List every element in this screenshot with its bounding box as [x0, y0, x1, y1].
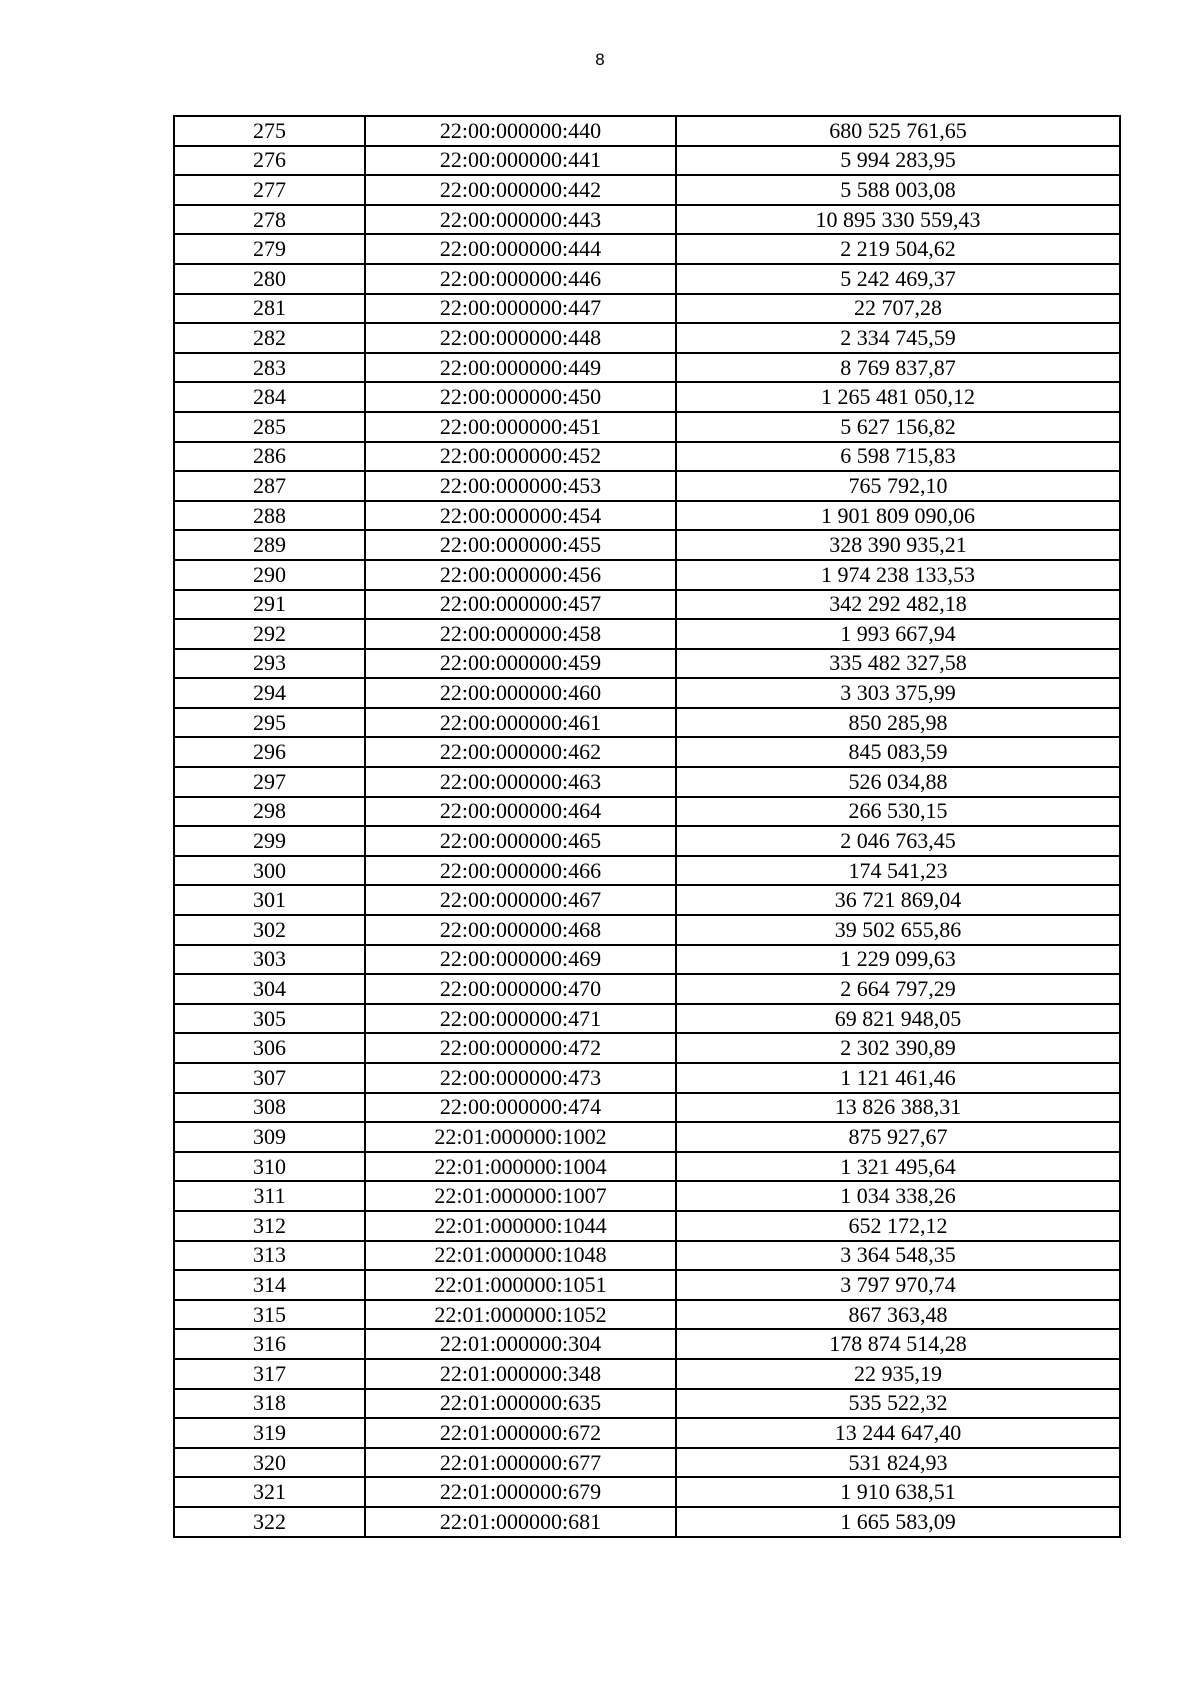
table-row [174, 116, 1120, 146]
cadastral-number-cell: 22:01:000000:1002 [365, 1122, 676, 1152]
cadastral-value-cell: 3 364 548,35 [676, 1241, 1120, 1271]
cadastral-number-cell: 22:01:000000:348 [365, 1359, 676, 1389]
cadastral-value-cell: 1 265 481 050,12 [676, 382, 1120, 412]
table-row [174, 412, 1120, 442]
cadastral-value-cell: 13 244 647,40 [676, 1418, 1120, 1448]
table-row [174, 915, 1120, 945]
cadastral-value-cell: 266 530,15 [676, 797, 1120, 827]
row-number-cell: 278 [174, 205, 365, 235]
cadastral-value-cell: 5 588 003,08 [676, 175, 1120, 205]
cadastral-number-cell: 22:01:000000:1007 [365, 1181, 676, 1211]
cadastral-number-cell: 22:00:000000:466 [365, 856, 676, 886]
cadastral-number-cell: 22:00:000000:453 [365, 471, 676, 501]
cadastral-value-cell: 1 665 583,09 [676, 1507, 1120, 1537]
cadastral-number-cell: 22:00:000000:440 [365, 116, 676, 146]
cadastral-value-cell: 2 664 797,29 [676, 974, 1120, 1004]
cadastral-number-cell: 22:00:000000:460 [365, 678, 676, 708]
cadastral-number-cell: 22:00:000000:472 [365, 1033, 676, 1063]
table-row [174, 974, 1120, 1004]
table-row [174, 1300, 1120, 1330]
table-row [174, 767, 1120, 797]
row-number-cell: 309 [174, 1122, 365, 1152]
cadastral-number-cell: 22:00:000000:462 [365, 737, 676, 767]
row-number-cell: 308 [174, 1093, 365, 1123]
cadastral-value-cell: 875 927,67 [676, 1122, 1120, 1152]
table-row [174, 826, 1120, 856]
cadastral-value-cell: 174 541,23 [676, 856, 1120, 886]
table-body [174, 116, 1120, 1537]
cadastral-value-cell: 8 769 837,87 [676, 353, 1120, 383]
table-row [174, 205, 1120, 235]
row-number-cell: 302 [174, 915, 365, 945]
cadastral-number-cell: 22:00:000000:441 [365, 146, 676, 176]
cadastral-number-cell: 22:00:000000:468 [365, 915, 676, 945]
table-row [174, 234, 1120, 264]
cadastral-number-cell: 22:00:000000:471 [365, 1004, 676, 1034]
row-number-cell: 320 [174, 1448, 365, 1478]
cadastral-number-cell: 22:01:000000:1004 [365, 1152, 676, 1182]
cadastral-value-cell: 1 321 495,64 [676, 1152, 1120, 1182]
table-row [174, 1359, 1120, 1389]
cadastral-number-cell: 22:00:000000:451 [365, 412, 676, 442]
cadastral-number-cell: 22:00:000000:459 [365, 649, 676, 679]
cadastral-value-cell: 5 627 156,82 [676, 412, 1120, 442]
table-row [174, 708, 1120, 738]
table-row [174, 471, 1120, 501]
cadastral-number-cell: 22:00:000000:449 [365, 353, 676, 383]
cadastral-number-cell: 22:00:000000:467 [365, 885, 676, 915]
table-row [174, 1448, 1120, 1478]
table-row [174, 294, 1120, 324]
table-row [174, 1033, 1120, 1063]
cadastral-number-cell: 22:01:000000:679 [365, 1477, 676, 1507]
row-number-cell: 319 [174, 1418, 365, 1448]
row-number-cell: 313 [174, 1241, 365, 1271]
row-number-cell: 298 [174, 797, 365, 827]
cadastral-number-cell: 22:00:000000:448 [365, 323, 676, 353]
row-number-cell: 297 [174, 767, 365, 797]
table-row [174, 1063, 1120, 1093]
cadastral-value-cell: 1 034 338,26 [676, 1181, 1120, 1211]
table-row [174, 1241, 1120, 1271]
cadastral-number-cell: 22:01:000000:1051 [365, 1270, 676, 1300]
cadastral-value-cell: 531 824,93 [676, 1448, 1120, 1478]
cadastral-number-cell: 22:00:000000:474 [365, 1093, 676, 1123]
cadastral-number-cell: 22:00:000000:443 [365, 205, 676, 235]
cadastral-value-table [173, 115, 1121, 1538]
table-row [174, 1093, 1120, 1123]
row-number-cell: 304 [174, 974, 365, 1004]
cadastral-value-cell: 335 482 327,58 [676, 649, 1120, 679]
table-row [174, 1418, 1120, 1448]
cadastral-value-cell: 680 525 761,65 [676, 116, 1120, 146]
row-number-cell: 315 [174, 1300, 365, 1330]
table-row [174, 382, 1120, 412]
page-number: 8 [595, 50, 605, 69]
table-row [174, 501, 1120, 531]
row-number-cell: 281 [174, 294, 365, 324]
row-number-cell: 318 [174, 1389, 365, 1419]
cadastral-number-cell: 22:00:000000:457 [365, 590, 676, 620]
cadastral-value-cell: 2 302 390,89 [676, 1033, 1120, 1063]
cadastral-number-cell: 22:00:000000:442 [365, 175, 676, 205]
cadastral-number-cell: 22:00:000000:464 [365, 797, 676, 827]
cadastral-value-cell: 1 993 667,94 [676, 619, 1120, 649]
row-number-cell: 282 [174, 323, 365, 353]
cadastral-value-cell: 342 292 482,18 [676, 590, 1120, 620]
row-number-cell: 305 [174, 1004, 365, 1034]
cadastral-value-cell: 13 826 388,31 [676, 1093, 1120, 1123]
row-number-cell: 277 [174, 175, 365, 205]
cadastral-value-cell: 2 219 504,62 [676, 234, 1120, 264]
cadastral-value-cell: 2 334 745,59 [676, 323, 1120, 353]
cadastral-number-cell: 22:01:000000:1052 [365, 1300, 676, 1330]
cadastral-value-cell: 867 363,48 [676, 1300, 1120, 1330]
cadastral-number-cell: 22:00:000000:456 [365, 560, 676, 590]
cadastral-value-cell: 2 046 763,45 [676, 826, 1120, 856]
cadastral-value-cell: 6 598 715,83 [676, 442, 1120, 472]
cadastral-value-cell: 5 994 283,95 [676, 146, 1120, 176]
row-number-cell: 299 [174, 826, 365, 856]
table-row [174, 1477, 1120, 1507]
row-number-cell: 286 [174, 442, 365, 472]
cadastral-value-cell: 1 910 638,51 [676, 1477, 1120, 1507]
row-number-cell: 311 [174, 1181, 365, 1211]
table-row [174, 1507, 1120, 1537]
table-row [174, 885, 1120, 915]
table-row [174, 1152, 1120, 1182]
row-number-cell: 316 [174, 1329, 365, 1359]
row-number-cell: 296 [174, 737, 365, 767]
cadastral-number-cell: 22:00:000000:454 [365, 501, 676, 531]
row-number-cell: 287 [174, 471, 365, 501]
table-row [174, 1004, 1120, 1034]
table-row [174, 353, 1120, 383]
table-row [174, 146, 1120, 176]
cadastral-value-cell: 1 229 099,63 [676, 945, 1120, 975]
row-number-cell: 312 [174, 1211, 365, 1241]
row-number-cell: 294 [174, 678, 365, 708]
row-number-cell: 283 [174, 353, 365, 383]
row-number-cell: 288 [174, 501, 365, 531]
table-row [174, 1211, 1120, 1241]
row-number-cell: 301 [174, 885, 365, 915]
cadastral-value-cell: 1 901 809 090,06 [676, 501, 1120, 531]
table-row [174, 175, 1120, 205]
cadastral-number-cell: 22:01:000000:304 [365, 1329, 676, 1359]
cadastral-number-cell: 22:00:000000:470 [365, 974, 676, 1004]
row-number-cell: 310 [174, 1152, 365, 1182]
cadastral-number-cell: 22:00:000000:473 [365, 1063, 676, 1093]
table-row [174, 678, 1120, 708]
cadastral-value-cell: 652 172,12 [676, 1211, 1120, 1241]
table-row [174, 1181, 1120, 1211]
row-number-cell: 280 [174, 264, 365, 294]
cadastral-value-cell: 10 895 330 559,43 [676, 205, 1120, 235]
row-number-cell: 295 [174, 708, 365, 738]
cadastral-number-cell: 22:01:000000:1044 [365, 1211, 676, 1241]
cadastral-number-cell: 22:00:000000:458 [365, 619, 676, 649]
cadastral-value-cell: 22 935,19 [676, 1359, 1120, 1389]
table-row [174, 442, 1120, 472]
cadastral-value-cell: 526 034,88 [676, 767, 1120, 797]
cadastral-value-cell: 765 792,10 [676, 471, 1120, 501]
cadastral-value-cell: 3 797 970,74 [676, 1270, 1120, 1300]
cadastral-number-cell: 22:01:000000:681 [365, 1507, 676, 1537]
row-number-cell: 279 [174, 234, 365, 264]
table-row [174, 264, 1120, 294]
table-row [174, 737, 1120, 767]
row-number-cell: 285 [174, 412, 365, 442]
cadastral-number-cell: 22:00:000000:450 [365, 382, 676, 412]
cadastral-value-cell: 535 522,32 [676, 1389, 1120, 1419]
row-number-cell: 303 [174, 945, 365, 975]
cadastral-value-cell: 850 285,98 [676, 708, 1120, 738]
cadastral-value-cell: 178 874 514,28 [676, 1329, 1120, 1359]
table-row [174, 619, 1120, 649]
cadastral-value-cell: 3 303 375,99 [676, 678, 1120, 708]
cadastral-number-cell: 22:01:000000:672 [365, 1418, 676, 1448]
cadastral-value-cell: 39 502 655,86 [676, 915, 1120, 945]
cadastral-value-cell: 1 121 461,46 [676, 1063, 1120, 1093]
table-row [174, 1122, 1120, 1152]
cadastral-number-cell: 22:00:000000:461 [365, 708, 676, 738]
table-row [174, 1270, 1120, 1300]
table-row [174, 560, 1120, 590]
cadastral-number-cell: 22:00:000000:455 [365, 530, 676, 560]
row-number-cell: 300 [174, 856, 365, 886]
cadastral-number-cell: 22:00:000000:469 [365, 945, 676, 975]
cadastral-value-cell: 22 707,28 [676, 294, 1120, 324]
cadastral-value-cell: 328 390 935,21 [676, 530, 1120, 560]
row-number-cell: 284 [174, 382, 365, 412]
table-row [174, 530, 1120, 560]
row-number-cell: 292 [174, 619, 365, 649]
cadastral-value-cell: 845 083,59 [676, 737, 1120, 767]
cadastral-number-cell: 22:00:000000:446 [365, 264, 676, 294]
cadastral-value-cell: 5 242 469,37 [676, 264, 1120, 294]
row-number-cell: 276 [174, 146, 365, 176]
row-number-cell: 321 [174, 1477, 365, 1507]
table-row [174, 945, 1120, 975]
row-number-cell: 322 [174, 1507, 365, 1537]
row-number-cell: 293 [174, 649, 365, 679]
table-row [174, 323, 1120, 353]
cadastral-number-cell: 22:00:000000:465 [365, 826, 676, 856]
row-number-cell: 314 [174, 1270, 365, 1300]
cadastral-value-cell: 36 721 869,04 [676, 885, 1120, 915]
table-row [174, 649, 1120, 679]
cadastral-number-cell: 22:01:000000:635 [365, 1389, 676, 1419]
row-number-cell: 290 [174, 560, 365, 590]
cadastral-value-cell: 1 974 238 133,53 [676, 560, 1120, 590]
table-row [174, 1389, 1120, 1419]
row-number-cell: 289 [174, 530, 365, 560]
cadastral-number-cell: 22:01:000000:677 [365, 1448, 676, 1478]
row-number-cell: 306 [174, 1033, 365, 1063]
table-row [174, 856, 1120, 886]
cadastral-number-cell: 22:00:000000:444 [365, 234, 676, 264]
row-number-cell: 275 [174, 116, 365, 146]
cadastral-value-cell: 69 821 948,05 [676, 1004, 1120, 1034]
row-number-cell: 317 [174, 1359, 365, 1389]
table-row [174, 1329, 1120, 1359]
cadastral-number-cell: 22:00:000000:447 [365, 294, 676, 324]
row-number-cell: 307 [174, 1063, 365, 1093]
table-row [174, 590, 1120, 620]
table-row [174, 797, 1120, 827]
cadastral-number-cell: 22:01:000000:1048 [365, 1241, 676, 1271]
row-number-cell: 291 [174, 590, 365, 620]
cadastral-number-cell: 22:00:000000:452 [365, 442, 676, 472]
cadastral-number-cell: 22:00:000000:463 [365, 767, 676, 797]
